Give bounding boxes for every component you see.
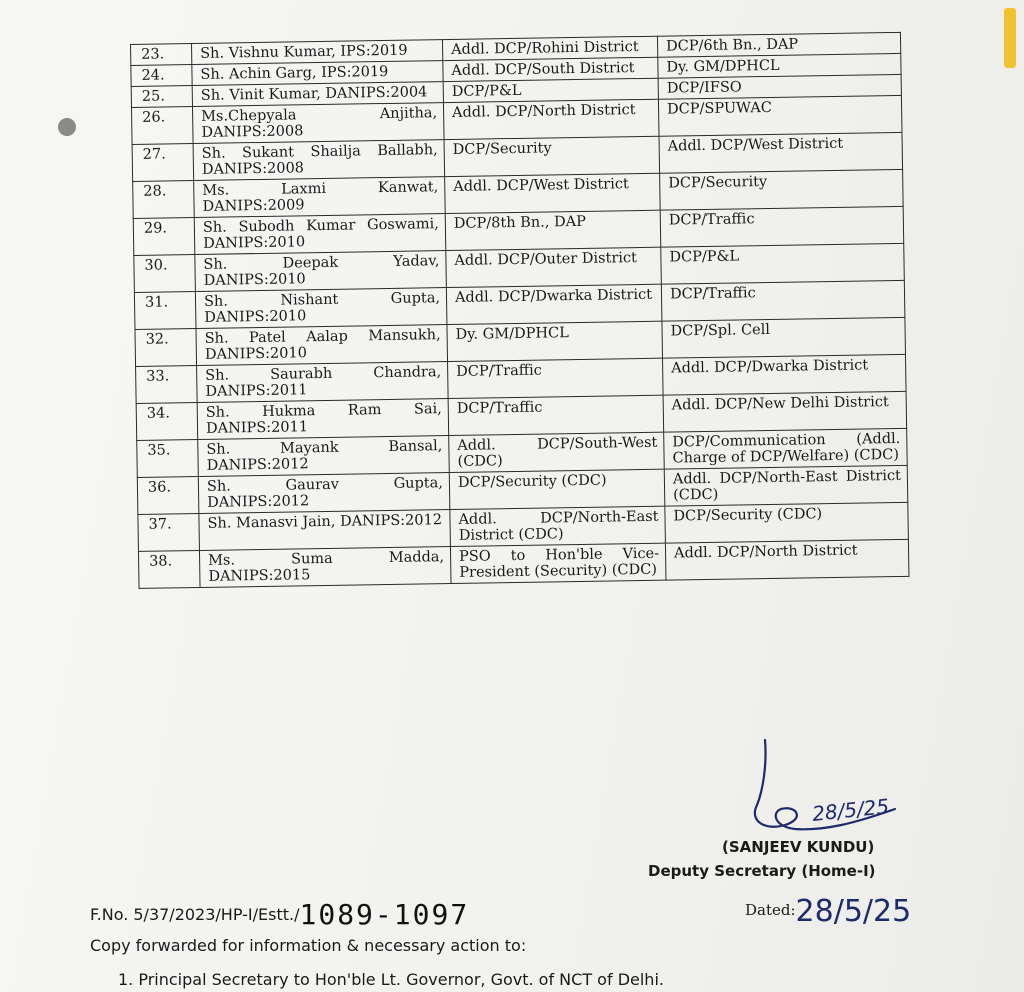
from-post-cell: DCP/8th Bn., DAP bbox=[445, 210, 661, 250]
serial-number-cell: 26. bbox=[131, 107, 193, 145]
from-post-cell: PSO to Hon'ble Vice-President (Security) (CDC) bbox=[450, 543, 666, 583]
serial-number-cell: 34. bbox=[136, 402, 198, 440]
serial-number-cell: 33. bbox=[136, 365, 198, 403]
officer-name-cell: Sh. Gaurav Gupta, DANIPS:2012 bbox=[198, 473, 450, 514]
from-post-cell: DCP/Traffic bbox=[448, 358, 664, 398]
serial-number-cell: 37. bbox=[138, 513, 200, 551]
file-number bbox=[90, 898, 469, 931]
from-post-cell: Addl. DCP/North-East District (CDC) bbox=[450, 506, 666, 546]
officer-name-cell: Ms. Laxmi Kanwat, DANIPS:2009 bbox=[194, 177, 446, 218]
to-post-cell: DCP/Communication (Addl. Charge of DCP/Welfare) (CDC) bbox=[664, 428, 908, 469]
serial-number-cell: 25. bbox=[131, 86, 192, 108]
serial-number-cell: 31. bbox=[134, 292, 196, 330]
officer-name-cell: Sh. Patel Aalap Mansukh, DANIPS:2010 bbox=[196, 325, 448, 366]
to-post-cell: Addl. DCP/Dwarka District bbox=[663, 354, 907, 395]
dated-label: Dated: bbox=[745, 901, 796, 919]
to-post-cell: DCP/Traffic bbox=[661, 280, 905, 321]
officer-name-cell: Sh. Vishnu Kumar, IPS:2019 bbox=[192, 40, 443, 65]
dated-line bbox=[745, 894, 911, 929]
from-post-cell: Addl. DCP/North District bbox=[443, 99, 659, 139]
to-post-cell: DCP/6th Bn., DAP bbox=[657, 32, 900, 57]
copy-forwarded-line: Copy forwarded for information & necessary action to: bbox=[90, 936, 527, 955]
from-post-cell: DCP/P&L bbox=[443, 78, 658, 102]
to-post-cell: Addl. DCP/West District bbox=[659, 132, 903, 173]
from-post-cell: Addl. DCP/Outer District bbox=[446, 247, 662, 287]
to-post-cell: DCP/Security (CDC) bbox=[665, 502, 909, 543]
from-post-cell: Addl. DCP/West District bbox=[445, 173, 661, 213]
to-post-cell: DCP/Spl. Cell bbox=[662, 317, 906, 358]
to-post-cell: DCP/P&L bbox=[661, 243, 905, 284]
serial-number-cell: 24. bbox=[131, 65, 192, 87]
distribution-item: 1. Principal Secretary to Hon'ble Lt. Governor, Govt. of NCT of Delhi. bbox=[118, 970, 664, 989]
serial-number-cell: 27. bbox=[132, 144, 194, 182]
from-post-cell: DCP/Security bbox=[444, 136, 660, 176]
to-post-cell: Addl. DCP/North-East District (CDC) bbox=[664, 465, 908, 506]
to-post-cell: DCP/Traffic bbox=[660, 206, 904, 247]
officer-name-cell: Sh. Sukant Shailja Ballabh, DANIPS:2008 bbox=[193, 140, 445, 181]
to-post-cell: DCP/SPUWAC bbox=[658, 95, 902, 136]
signature-date: 28/5/25 bbox=[810, 794, 891, 826]
from-post-cell: DCP/Security (CDC) bbox=[449, 469, 665, 509]
serial-number-cell: 23. bbox=[131, 44, 192, 66]
officer-name-cell: Sh. Hukma Ram Sai, DANIPS:2011 bbox=[197, 399, 449, 440]
officer-name-cell: Sh. Saurabh Chandra, DANIPS:2011 bbox=[197, 362, 449, 403]
serial-number-cell: 30. bbox=[134, 255, 196, 293]
file-number-label: F.No. 5/37/2023/HP-I/Estt./ bbox=[90, 905, 300, 924]
to-post-cell: DCP/Security bbox=[660, 169, 904, 210]
to-post-cell: DCP/IFSO bbox=[658, 74, 901, 99]
officer-name-cell: Sh. Deepak Yadav, DANIPS:2010 bbox=[195, 251, 447, 292]
to-post-cell: Addl. DCP/New Delhi District bbox=[663, 391, 907, 432]
officer-name-cell: Sh. Vinit Kumar, DANIPS:2004 bbox=[192, 82, 443, 107]
from-post-cell: Addl. DCP/South-West (CDC) bbox=[449, 432, 665, 472]
file-number-handwritten: 1089-1097 bbox=[299, 898, 470, 931]
transfer-table bbox=[130, 32, 909, 589]
officer-name-cell: Ms.Chepyala Anjitha, DANIPS:2008 bbox=[192, 103, 444, 144]
signatory-name: (SANJEEV KUNDU) bbox=[722, 838, 875, 856]
serial-number-cell: 32. bbox=[135, 328, 197, 366]
from-post-cell: Addl. DCP/Dwarka District bbox=[446, 284, 662, 324]
officer-name-cell: Sh. Subodh Kumar Goswami, DANIPS:2010 bbox=[194, 214, 446, 255]
officer-name-cell: Sh. Nishant Gupta, DANIPS:2010 bbox=[195, 288, 447, 329]
serial-number-cell: 38. bbox=[138, 550, 200, 588]
edge-tab bbox=[1004, 8, 1016, 68]
serial-number-cell: 35. bbox=[137, 439, 199, 477]
dated-handwritten: 28/5/25 bbox=[795, 894, 912, 929]
from-post-cell: Addl. DCP/South District bbox=[443, 57, 658, 81]
punch-hole bbox=[58, 118, 76, 136]
serial-number-cell: 28. bbox=[133, 181, 195, 219]
serial-number-cell: 29. bbox=[133, 218, 195, 256]
officer-name-cell: Sh. Mayank Bansal, DANIPS:2012 bbox=[198, 436, 450, 477]
handwritten-signature bbox=[735, 735, 915, 845]
to-post-cell: Dy. GM/DPHCL bbox=[658, 53, 901, 78]
from-post-cell: Addl. DCP/Rohini District bbox=[442, 36, 657, 60]
officer-name-cell: Ms. Suma Madda, DANIPS:2015 bbox=[199, 547, 451, 588]
from-post-cell: DCP/Traffic bbox=[448, 395, 664, 435]
signatory-designation: Deputy Secretary (Home-I) bbox=[648, 862, 876, 880]
serial-number-cell: 36. bbox=[137, 476, 199, 514]
transfer-table-body bbox=[131, 32, 909, 588]
to-post-cell: Addl. DCP/North District bbox=[665, 539, 909, 580]
from-post-cell: Dy. GM/DPHCL bbox=[447, 321, 663, 361]
officer-name-cell: Sh. Manasvi Jain, DANIPS:2012 bbox=[199, 510, 451, 551]
officer-name-cell: Sh. Achin Garg, IPS:2019 bbox=[192, 61, 443, 86]
